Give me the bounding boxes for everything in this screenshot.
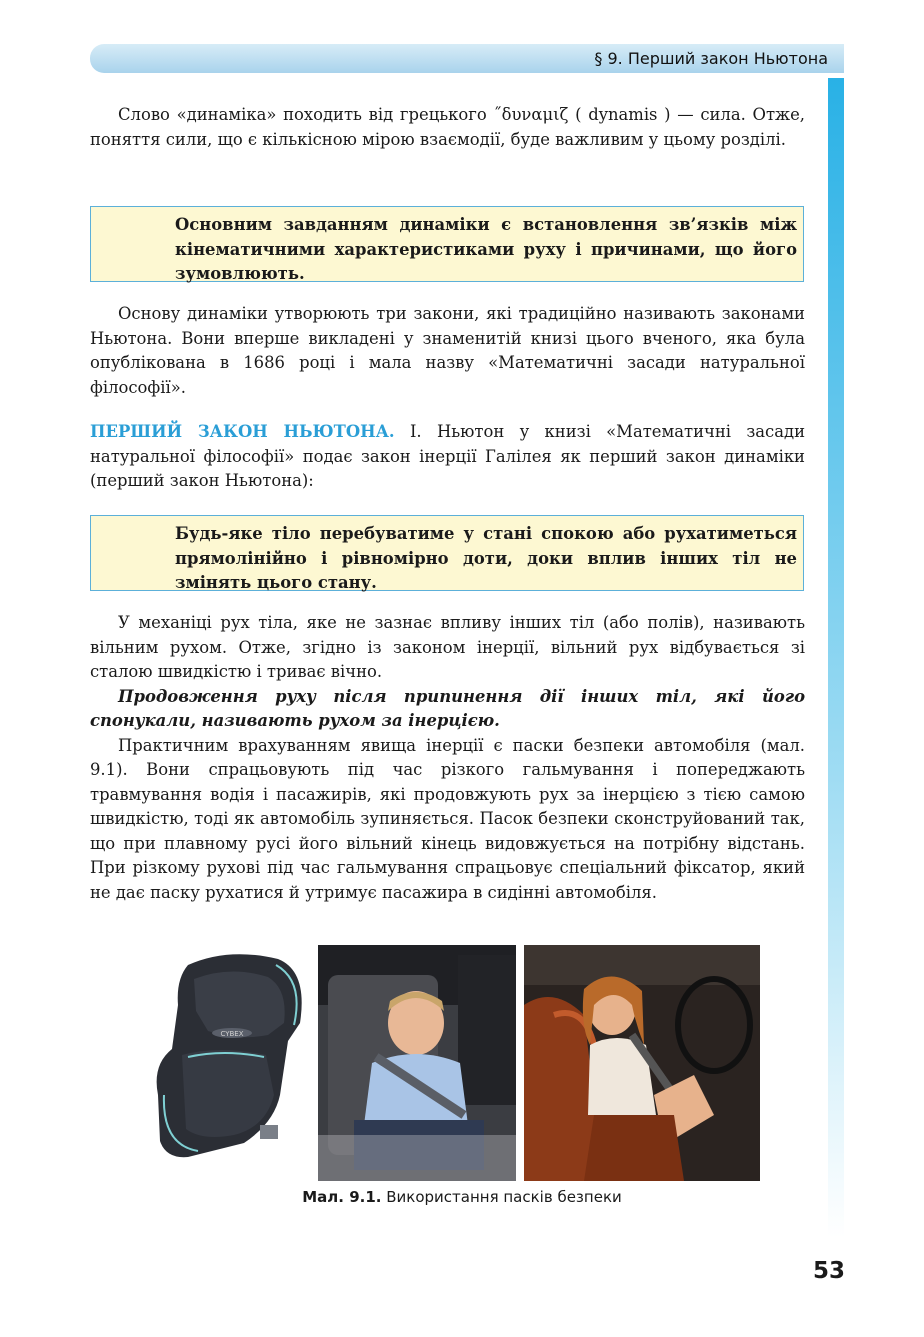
side-accent-bar [828,78,844,1238]
definition-box-first-law [90,515,804,591]
seat-belt-text: Практичним врахуванням явища інерції є паски безпеки автомобіля (мал. 9.1). Вони спрацьовують під час різкого гальмування і попереджають травмування водія і пасажирів, які продовжують рух за інерцією з тією самою швидкістю, тоді як автомобіль зупиняється. Пасок безпеки сконструйований так, що при плавному русі його вільний кінець видовжується на потрібну відстань. При різкому рухові під час гальмування спрацьовує спеціальний фіксатор, який не дає паску рухатися й утримує пасажира в сидінні автомобіля. [90,735,805,902]
figure-caption [0,1188,924,1206]
intro-paragraph [90,103,805,152]
child-with-seat-belt-photo [318,945,516,1181]
section-heading: ПЕРШИЙ ЗАКОН НЬЮТОНА. [90,422,395,441]
figure-caption-text: Використання пасків безпеки [381,1188,622,1206]
definition-box-dynamics [90,206,804,282]
seat-brand-logo: CYBEX [220,1030,244,1038]
body-paragraphs [90,611,805,905]
chapter-header-bar [90,44,844,73]
first-law-paragraph [90,420,805,494]
page-number: 53 [812,1258,845,1284]
intro-text: Слово «динаміка» походить від грецького ˝δυναμιζ ( dynamis ) — сила. Отже, поняття сили, що є кількісною мірою взаємодії, буде важливим у цьому розділі. [90,105,805,149]
first-law-statement: Будь-яке тіло перебуватиме у стані спокою або рухатиметься прямолінійно і рівномірно доти, доки вплив інших тіл не змінять цього стану. [175,524,797,592]
chapter-title: § 9. Перший закон Ньютона [594,49,828,68]
figure-caption-label: Мал. 9.1. [302,1188,382,1206]
newton-laws-paragraph [90,302,805,400]
inertia-definition: Продовження руху після припинення дії інших тіл, які його спонукали, називають рухом за інерцією. [90,686,805,730]
newton-laws-text: Основу динаміки утворюють три закони, які традиційно називають законами Ньютона. Вони вперше викладені у знаменитій книзі цього вченого, яка була опублікована в 1686 році і мала назву «Математичні засади натуральної філософії». [90,304,805,397]
free-motion-text: У механіці рух тіла, яке не зазнає впливу інших тіл (або полів), називають вільним рухом. Отже, згідно із законом інерції, вільний рух відбувається зі сталою швидкістю і триває вічно. [90,613,805,681]
woman-with-seat-belt-photo [524,945,760,1181]
child-car-seat-photo [148,945,310,1181]
first-law-intro-text: І. Ньютон у книзі «Математичні засади натуральної філософії» подає закон інерції Галілея як перший закон динаміки (перший закон Ньютона): [90,422,805,490]
definition-text-dynamics: Основним завданням динаміки є встановлення зв’язків між кінематичними характеристиками руху і причинами, що його зумовлюють. [175,215,797,283]
